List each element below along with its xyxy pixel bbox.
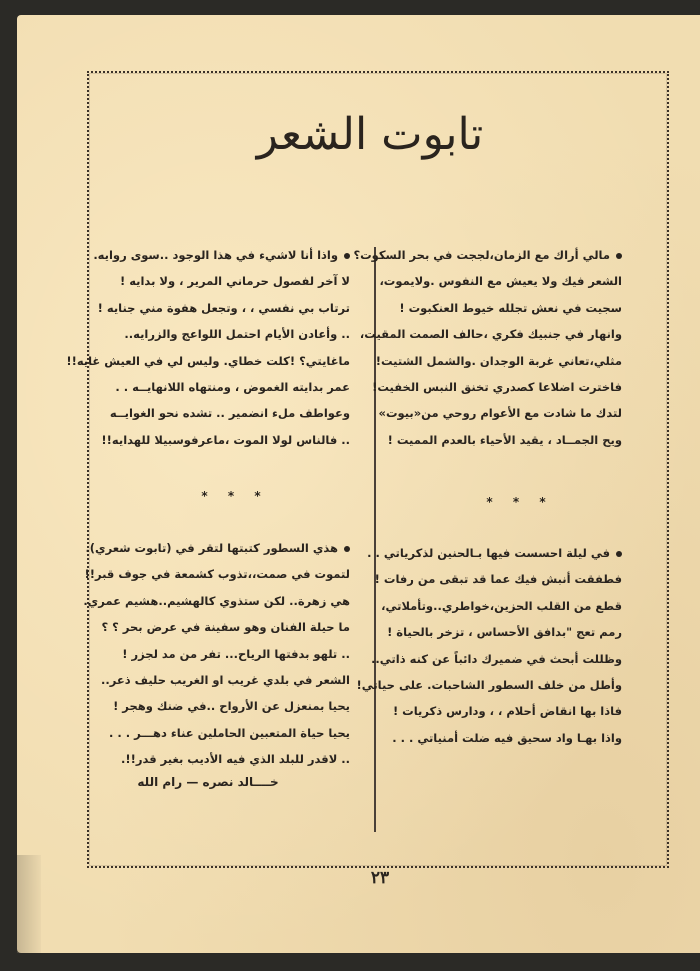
verse-line: ويح الجمــاد ، يقيد الأحياء بالعدم المميت ! <box>387 432 622 447</box>
right-column-stanza-2 <box>356 540 622 751</box>
right-column-stanza-1 <box>353 242 622 453</box>
verse-line: واذا أنا لاشيء في هذا الوجود ..سوى روايه. <box>110 242 350 268</box>
poem-title: تابوت الشعر <box>256 109 484 160</box>
verse-line: عمر بدايته الغموض ، ومنتهاه اللانهايــه . . <box>115 379 350 394</box>
verse-line: مثلي،تعاني غربة الوجدان .والشمل الشتيت! <box>375 353 622 368</box>
verse-line: ماغايتي؟ !كلت خطاي. وليس لي في العيش غايه!! <box>66 353 350 368</box>
verse-line: ترتاب بي نفسي ، ، وتجعل هفوة مني جنايه ! <box>97 300 350 315</box>
verse-line: لتموت في صمت،،تذوب كشمعة في جوف قبر!! <box>84 567 350 582</box>
verse-line: ما حيلة الفنان وهو سفينة في عرض بحر ؟ ؟ <box>101 620 350 635</box>
page-edge-stain <box>17 855 41 953</box>
verse-line: فاذا بها انقاض أحلام ، ، ودارس ذكريات ! <box>392 704 622 719</box>
bullet-icon <box>616 253 622 259</box>
verse-line: يحيا بمنعزل عن الأرواح ..في ضنك وهجر ! <box>113 699 350 714</box>
section-separator-left: * * * <box>201 489 269 503</box>
verse-line: الشعر في بلدي غريب او الغريب حليف ذعر.. <box>100 672 350 687</box>
verse-line: الشعر فيك ولا يعيش مع النفوس .ولايموت، <box>379 274 622 289</box>
verse-line: هي زهرة.. لكن ستذوي كالهشيم..هشيم عمري. <box>83 593 350 608</box>
verse-line: لتدك ما شادت مع الأعوام روحي من«بيوت» <box>378 406 622 421</box>
page-number: ٢٣ <box>370 868 390 888</box>
bullet-icon <box>616 551 622 557</box>
verse-line: مالي أراك مع الزمان،لججت في بحر السكوت؟ <box>390 242 622 268</box>
verse-line: .. وأعادن الأيام احتمل اللواعج والزرايه.. <box>124 327 350 342</box>
verse-line: فاخترت اضلاعا كصدري تخنق النبس الخفيت! <box>372 379 622 394</box>
bullet-icon <box>344 546 350 552</box>
verse-line: وظللت أبحث في ضميرك دائباً عن كنه ذاتي.. <box>371 651 622 666</box>
verse-line: رمم تعج "بدافق الأحساس ، تزخر بالحياة ! <box>387 625 622 640</box>
verse-line: قطع من القلب الحزين،خواطري..وتأملاتي، <box>381 598 622 613</box>
verse-line: .. فالناس لولا الموت ،ماعرفوسبيلا للهدايه!! <box>101 432 350 447</box>
verse-line: وعواطف ملء انضمير .. تشده نحو الغوايــه <box>109 406 350 421</box>
verse-line: فطفقت أنبش فيك عما قد تبقى من رفات ! <box>374 572 622 587</box>
verse-line: هذي السطور كتبتها لتقر في (تابوت شعري). <box>110 535 350 561</box>
verse-line: وانهار في جنبيك فكري ،حالف الصمت المقيت، <box>359 327 622 342</box>
verse-line: يحيا حياة المتعبين الحاملين عناء دهـــر . . . <box>108 725 350 740</box>
author-signature: خــــالد نصره — رام الله <box>137 775 279 789</box>
left-column-stanza-1 <box>66 242 350 453</box>
verse-line: .. تلهو بدفتها الرياح... تفر من مد لجزر ! <box>122 646 350 661</box>
verse-line: لا آخر لفصول حرماني المرير ، ولا بدايه ! <box>119 274 350 289</box>
left-column-stanza-2 <box>83 535 350 773</box>
section-separator-right: * * * <box>486 495 554 509</box>
bullet-icon <box>344 253 350 259</box>
verse-line: سجيت في نعش تجلله خيوط العنكبوت ! <box>399 300 622 315</box>
verse-line: في ليلة احسست فيها بـالحنين لذكرياتي . . <box>390 540 622 566</box>
verse-line: واذا بهـا واد سحيق فيه ضلت أمنياتي . . . <box>392 730 622 745</box>
verse-line: وأطل من خلف السطور الشاحبات. على حياتي! <box>356 677 622 692</box>
verse-line: .. لاقدر للبلد الذي فيه الأديب بغير قدر!!. <box>120 752 350 767</box>
